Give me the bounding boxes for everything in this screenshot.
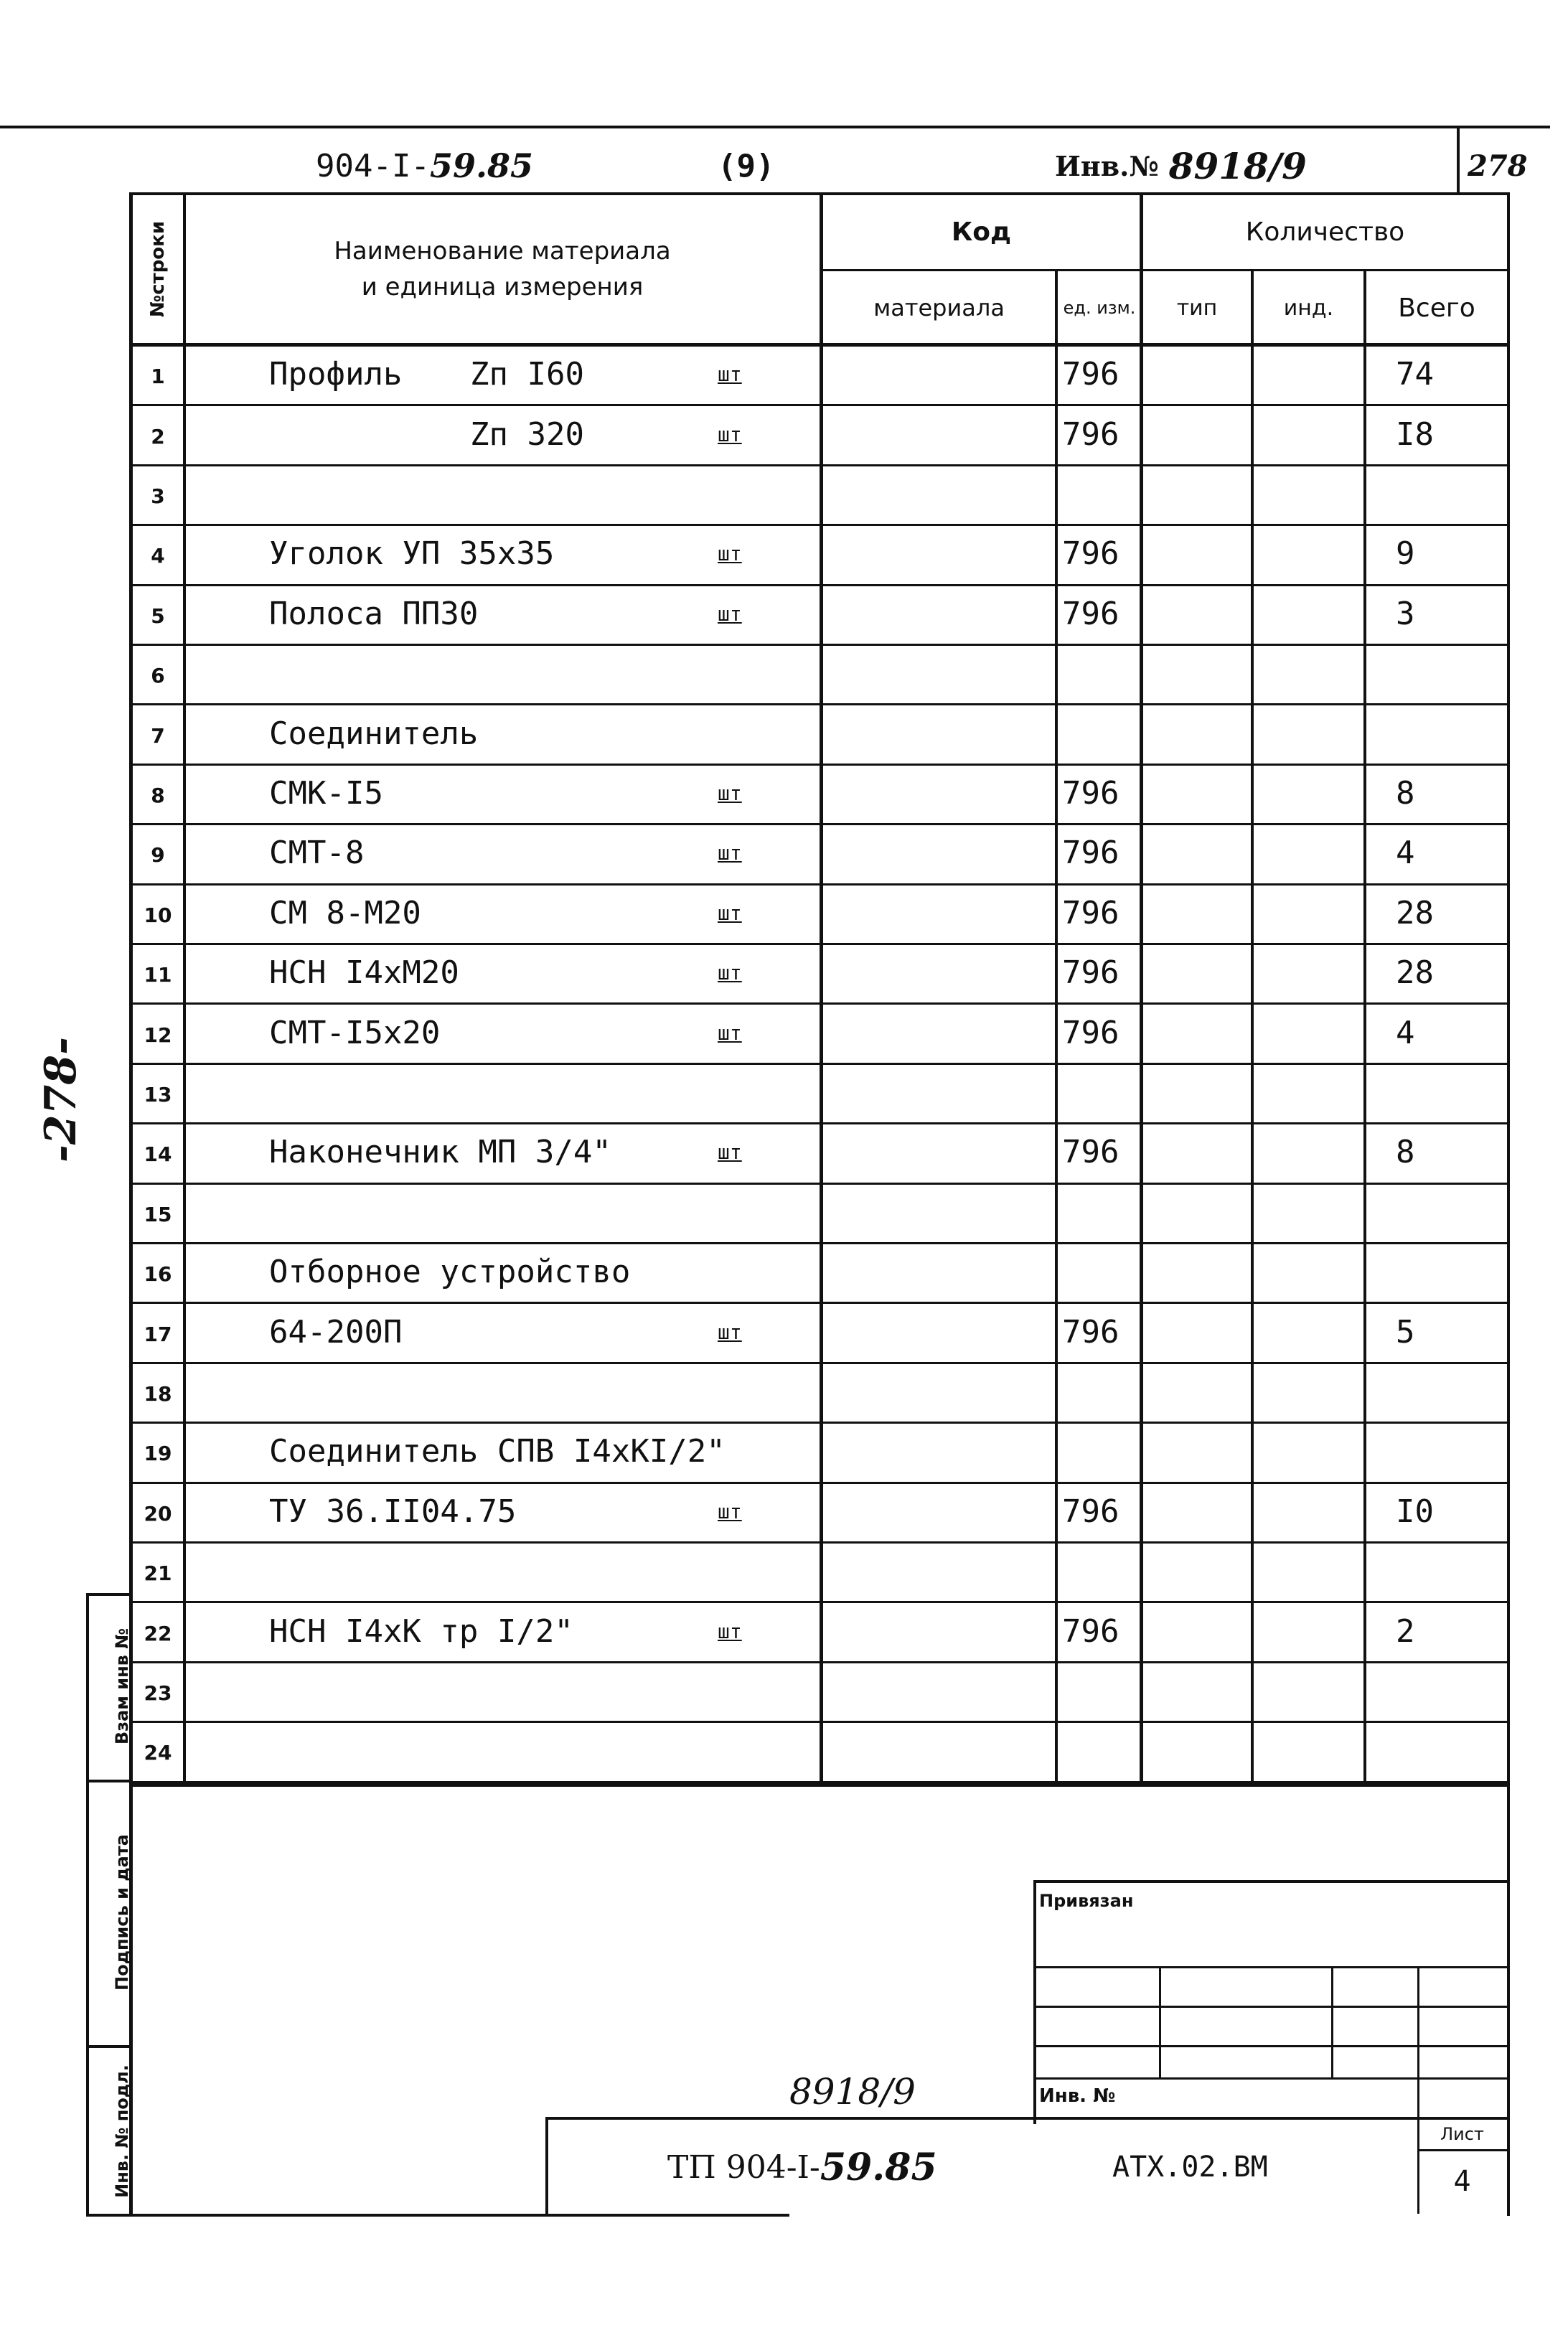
table-row [0,886,1568,945]
document-code: АТХ.02.ВМ [1112,2151,1268,2184]
quantity-header: Количество [1245,217,1405,247]
table-row [0,766,1568,825]
quantity-total: I8 [1396,415,1434,453]
row-number: 13 [144,1082,172,1107]
unit-of-measure: шт [718,841,742,865]
sheet-label: Лист [1440,2124,1484,2144]
row-number: 2 [151,424,165,448]
table-row [0,1603,1568,1663]
material-name: СМТ-8 [269,835,365,872]
table-row [0,1065,1568,1124]
quantity-total: 2 [1396,1612,1415,1650]
row-number: 21 [144,1561,172,1586]
material-name: НСН I4xM20 [269,954,459,992]
table-row [0,945,1568,1005]
table-row [0,406,1568,466]
quantity-total: 4 [1396,1014,1415,1051]
unit-of-measure: шт [718,901,742,925]
unit-code [1062,1244,1140,1300]
code-unit-header: ед. изм. [1063,298,1136,318]
unit-of-measure: шт [718,1320,742,1344]
table-row [0,1304,1568,1363]
row-number: 14 [144,1142,172,1167]
material-name: Соединитель СПВ I4xKI/2" [269,1433,726,1470]
material-name-header-line2: и единица измерения [361,273,644,301]
row-number: 18 [144,1381,172,1406]
quantity-total: 28 [1396,954,1434,992]
table-row [0,526,1568,586]
material-grade: Zп 320 [470,415,584,453]
quantity-total: 3 [1396,595,1415,632]
stamp-vzam-label: Взам инв № [112,1627,132,1745]
quantity-total: I0 [1396,1493,1434,1530]
unit-code: 796 [1062,1134,1119,1171]
qty-ind-header: инд. [1283,295,1334,321]
row-number: 8 [151,783,165,807]
quantity-total: 74 [1396,356,1434,393]
material-name: СМ 8-М20 [269,894,421,931]
qty-type-header: тип [1176,295,1218,321]
unit-code: 796 [1062,954,1119,992]
row-number: 9 [151,843,165,868]
table-row [0,1544,1568,1603]
unit-code [1062,1544,1140,1599]
unit-code [1062,646,1140,701]
material-name: ТУ 36.II04.75 [269,1493,517,1530]
inventory-number [1055,141,1307,191]
row-number: 15 [144,1202,172,1226]
quantity-total: 28 [1396,894,1434,931]
unit-code [1062,1065,1140,1120]
row-number: 10 [144,903,172,927]
row-number: 16 [144,1262,172,1287]
material-grade: Zп I60 [470,356,584,393]
material-name: 64-200П [269,1313,403,1350]
table-row [0,646,1568,705]
material-name: Профиль [269,356,403,393]
unit-code: 796 [1062,774,1119,812]
unit-code: 796 [1062,415,1119,453]
unit-of-measure: шт [718,1499,742,1523]
unit-code: 796 [1062,1612,1119,1650]
table-row [0,1663,1568,1723]
unit-code: 796 [1062,356,1119,393]
unit-of-measure: шт [718,1619,742,1643]
code-header: Код [951,217,1012,247]
table-row [0,1484,1568,1544]
sheet-value: 4 [1453,2165,1471,2198]
table-row [0,1005,1568,1064]
table-row [0,1244,1568,1304]
doc-number [316,141,533,191]
quantity-total: 8 [1396,774,1415,812]
material-name-header [187,215,818,323]
table-row [0,705,1568,765]
privyazan-label: Привязан [1039,1891,1134,1911]
material-name: Отборное устройство [269,1254,631,1291]
tp-code [667,2138,937,2196]
unit-code [1062,1663,1140,1719]
quantity-total: 8 [1396,1134,1415,1171]
unit-code: 796 [1062,1014,1119,1051]
unit-of-measure: шт [718,1020,742,1045]
unit-of-measure: шт [718,781,742,805]
row-number: 4 [151,544,165,568]
table-row [0,347,1568,406]
unit-of-measure: шт [718,362,742,387]
unit-of-measure: шт [718,601,742,626]
footer-handwritten-inv: 8918/9 [789,2071,916,2113]
inv-label: Инв.№ [1055,149,1159,182]
unit-of-measure: шт [718,1140,742,1165]
page-number: 278 [1468,149,1528,183]
row-number: 19 [144,1442,172,1466]
inv-no-label: Инв. № [1039,2085,1116,2107]
unit-code: 796 [1062,1493,1119,1530]
row-number: 3 [151,484,165,508]
material-name: Уголок УП 35x35 [269,535,555,573]
unit-code: 796 [1062,535,1119,573]
table-row [0,1424,1568,1483]
row-number: 24 [144,1741,172,1765]
table-row [0,1723,1568,1782]
row-number: 7 [151,723,165,748]
row-number: 11 [144,963,172,987]
quantity-total: 4 [1396,835,1415,872]
row-number: 17 [144,1322,172,1346]
material-name: Полоса ПП30 [269,595,479,632]
table-row [0,586,1568,646]
table-row [0,1124,1568,1184]
material-name-header-line1: Наименование материала [334,237,671,266]
unit-code [1062,1364,1140,1419]
row-number: 12 [144,1023,172,1047]
doc-prefix: 904-I- [316,147,430,184]
unit-code [1062,1723,1140,1778]
material-name: НСН I4xK тр I/2" [269,1612,573,1650]
row-number: 1 [151,365,165,389]
unit-of-measure: шт [718,961,742,985]
stamp-inv-label: Инв. № подл. [112,2064,132,2198]
row-number: 23 [144,1681,172,1705]
stamp-sign-label: Подпись и дата [112,1834,132,1991]
row-number: 22 [144,1621,172,1645]
code-material-header: материала [873,294,1005,321]
qty-total-header: Всего [1398,293,1475,323]
row-number: 6 [151,664,165,688]
material-name: Наконечник МП 3/4" [269,1134,611,1171]
unit-of-measure: шт [718,422,742,446]
material-name: Соединитель [269,715,479,752]
table-row [0,466,1568,526]
quantity-total: 5 [1396,1313,1415,1350]
unit-code: 796 [1062,894,1119,931]
unit-code: 796 [1062,1313,1119,1350]
unit-code: 796 [1062,595,1119,632]
table-row [0,825,1568,885]
material-name: СМТ-I5x20 [269,1014,441,1051]
sheet-paren: (9) [718,147,775,184]
row-number: 20 [144,1501,172,1526]
unit-code [1062,705,1140,761]
doc-suffix-handwritten: 59.85 [429,146,533,185]
handwritten-page-mark: -278- [36,1036,86,1162]
tp-suffix-handwritten: 59.85 [820,2145,937,2189]
unit-code [1062,466,1140,522]
unit-code [1062,1185,1140,1240]
table-row [0,1185,1568,1244]
inv-value-handwritten: 8918/9 [1168,144,1307,187]
quantity-total: 9 [1396,535,1415,573]
row-number: 5 [151,603,165,628]
unit-code: 796 [1062,835,1119,872]
material-name: СМК-I5 [269,774,383,812]
unit-code [1062,1424,1140,1479]
unit-of-measure: шт [718,542,742,566]
row-number-header: №строки [147,220,169,318]
tp-prefix: ТП 904-I- [667,2148,820,2186]
table-row [0,1364,1568,1424]
